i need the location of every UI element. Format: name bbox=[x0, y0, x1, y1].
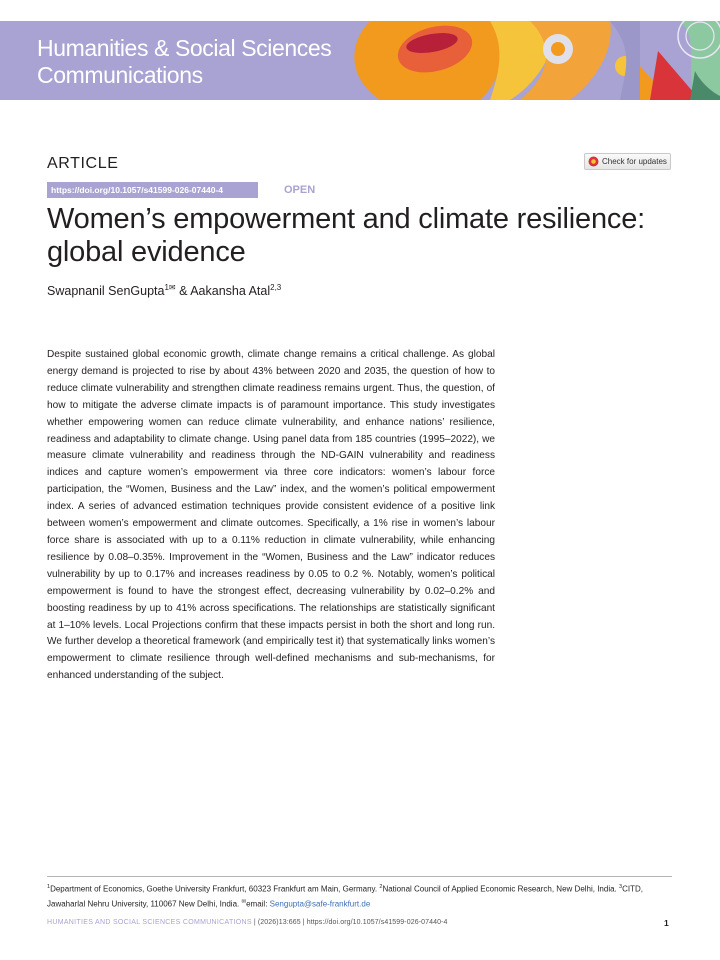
affiliation-text: Department of Economics, Goethe University Frankfurt, 60323 Frankfurt am Main, Germany. bbox=[50, 884, 380, 894]
author-separator: & bbox=[175, 284, 191, 299]
affiliation-text: National Council of Applied Economic Research, New Delhi, India. bbox=[382, 884, 620, 894]
author-affiliation-marks[interactable]: 1✉ bbox=[164, 283, 176, 292]
journal-title-line1: Humanities & Social Sciences bbox=[37, 35, 332, 61]
author-affiliation-marks: 2,3 bbox=[270, 283, 282, 292]
affiliation-mark: 1 bbox=[47, 884, 51, 890]
footnote-divider bbox=[47, 876, 672, 877]
journal-title-line2: Communications bbox=[37, 62, 203, 88]
article-type: ARTICLE bbox=[47, 155, 119, 172]
doi-link[interactable]: https://doi.org/10.1057/s41599-026-07440-4 bbox=[47, 182, 258, 198]
check-for-updates-button[interactable] bbox=[584, 153, 671, 170]
page-footer bbox=[47, 919, 448, 926]
email-mark: ✉ bbox=[241, 898, 247, 905]
journal-title[interactable] bbox=[37, 35, 331, 89]
author-name[interactable]: Aakansha Atal bbox=[190, 284, 271, 299]
page-number: 1 bbox=[664, 918, 669, 928]
article-title: Women’s empowerment and climate resilience: global evidence bbox=[47, 203, 645, 268]
journal-banner bbox=[0, 21, 720, 100]
email-link[interactable]: Sengupta@safe-frankfurt.de bbox=[269, 899, 371, 909]
affiliation-mark: 2 bbox=[379, 884, 383, 890]
footer-citation: | (2026)13:665 | https://doi.org/10.1057/s41599-026-07440-4 bbox=[251, 919, 448, 926]
affiliations-footnote bbox=[47, 881, 672, 910]
author-name[interactable]: Swapnanil SenGupta bbox=[47, 284, 165, 299]
author-list bbox=[47, 283, 281, 298]
abstract: Despite sustained global economic growth, climate change remains a critical challenge. As global energy demand is projected to rise by about 43% between 2020 and 2035, the question of how to reduce climate vulnerability and strengthen climate readiness remains urgent. Thus, the question, of how to mitigate the adverse climate impacts is of paramount importance. This study investigates whether empowering women can reduce climate vulnerability, and enhance nations’ resilience, readiness and adaptability to climate change. Using panel data from 185 countries (1995–2022), we measure climate vulnerability and readiness through the ND-GAIN vulnerability and readiness indices and capture women’s empowerment via three core indicators: women’s labour force participation, the “Women, Business and the Law” index, and the women’s political empowerment index. A series of advanced estimation techniques provide consistent evidence of a positive link between women’s empowerment and climate outcomes. Specifically, a 1% rise in women’s labour force share is associated with up to a 0.11% reduction in climate vulnerability, while enhancing resilience by 0.08–0.35%. Improvement in the “Women, Business and the Law” indicator reduces vulnerability by up to 0.17% and increases readiness by 0.05 to 0.2 %. Notably, women’s political empowerment is found to have the strongest effect, decreasing vulnerability by 0.02–0.2% and boosting readiness by up to 41% across specifications. The relationships are statistically significant at 1–10% levels. Local Projections confirm that these impacts persist in both the short and long run. We further develop a theoretical framework (and empirically test it) that systematically links women’s empowerment to climate resilience through well-defined mechanisms and sub-mechanisms, for enhanced understanding of the subject. bbox=[47, 349, 495, 682]
footer-journal-name: HUMANITIES AND SOCIAL SCIENCES COMMUNICATIONS bbox=[47, 919, 252, 926]
open-access-label: OPEN bbox=[284, 184, 316, 196]
affiliation-mark: 3 bbox=[619, 884, 623, 890]
crossmark-icon bbox=[588, 156, 599, 167]
banner-artwork bbox=[340, 21, 720, 100]
check-for-updates-label: Check for updates bbox=[602, 157, 667, 166]
affiliation-text: CITD, Jawaharlal Nehru University, 110067 New Delhi, India. bbox=[47, 884, 643, 909]
email-label: email: bbox=[246, 899, 270, 909]
